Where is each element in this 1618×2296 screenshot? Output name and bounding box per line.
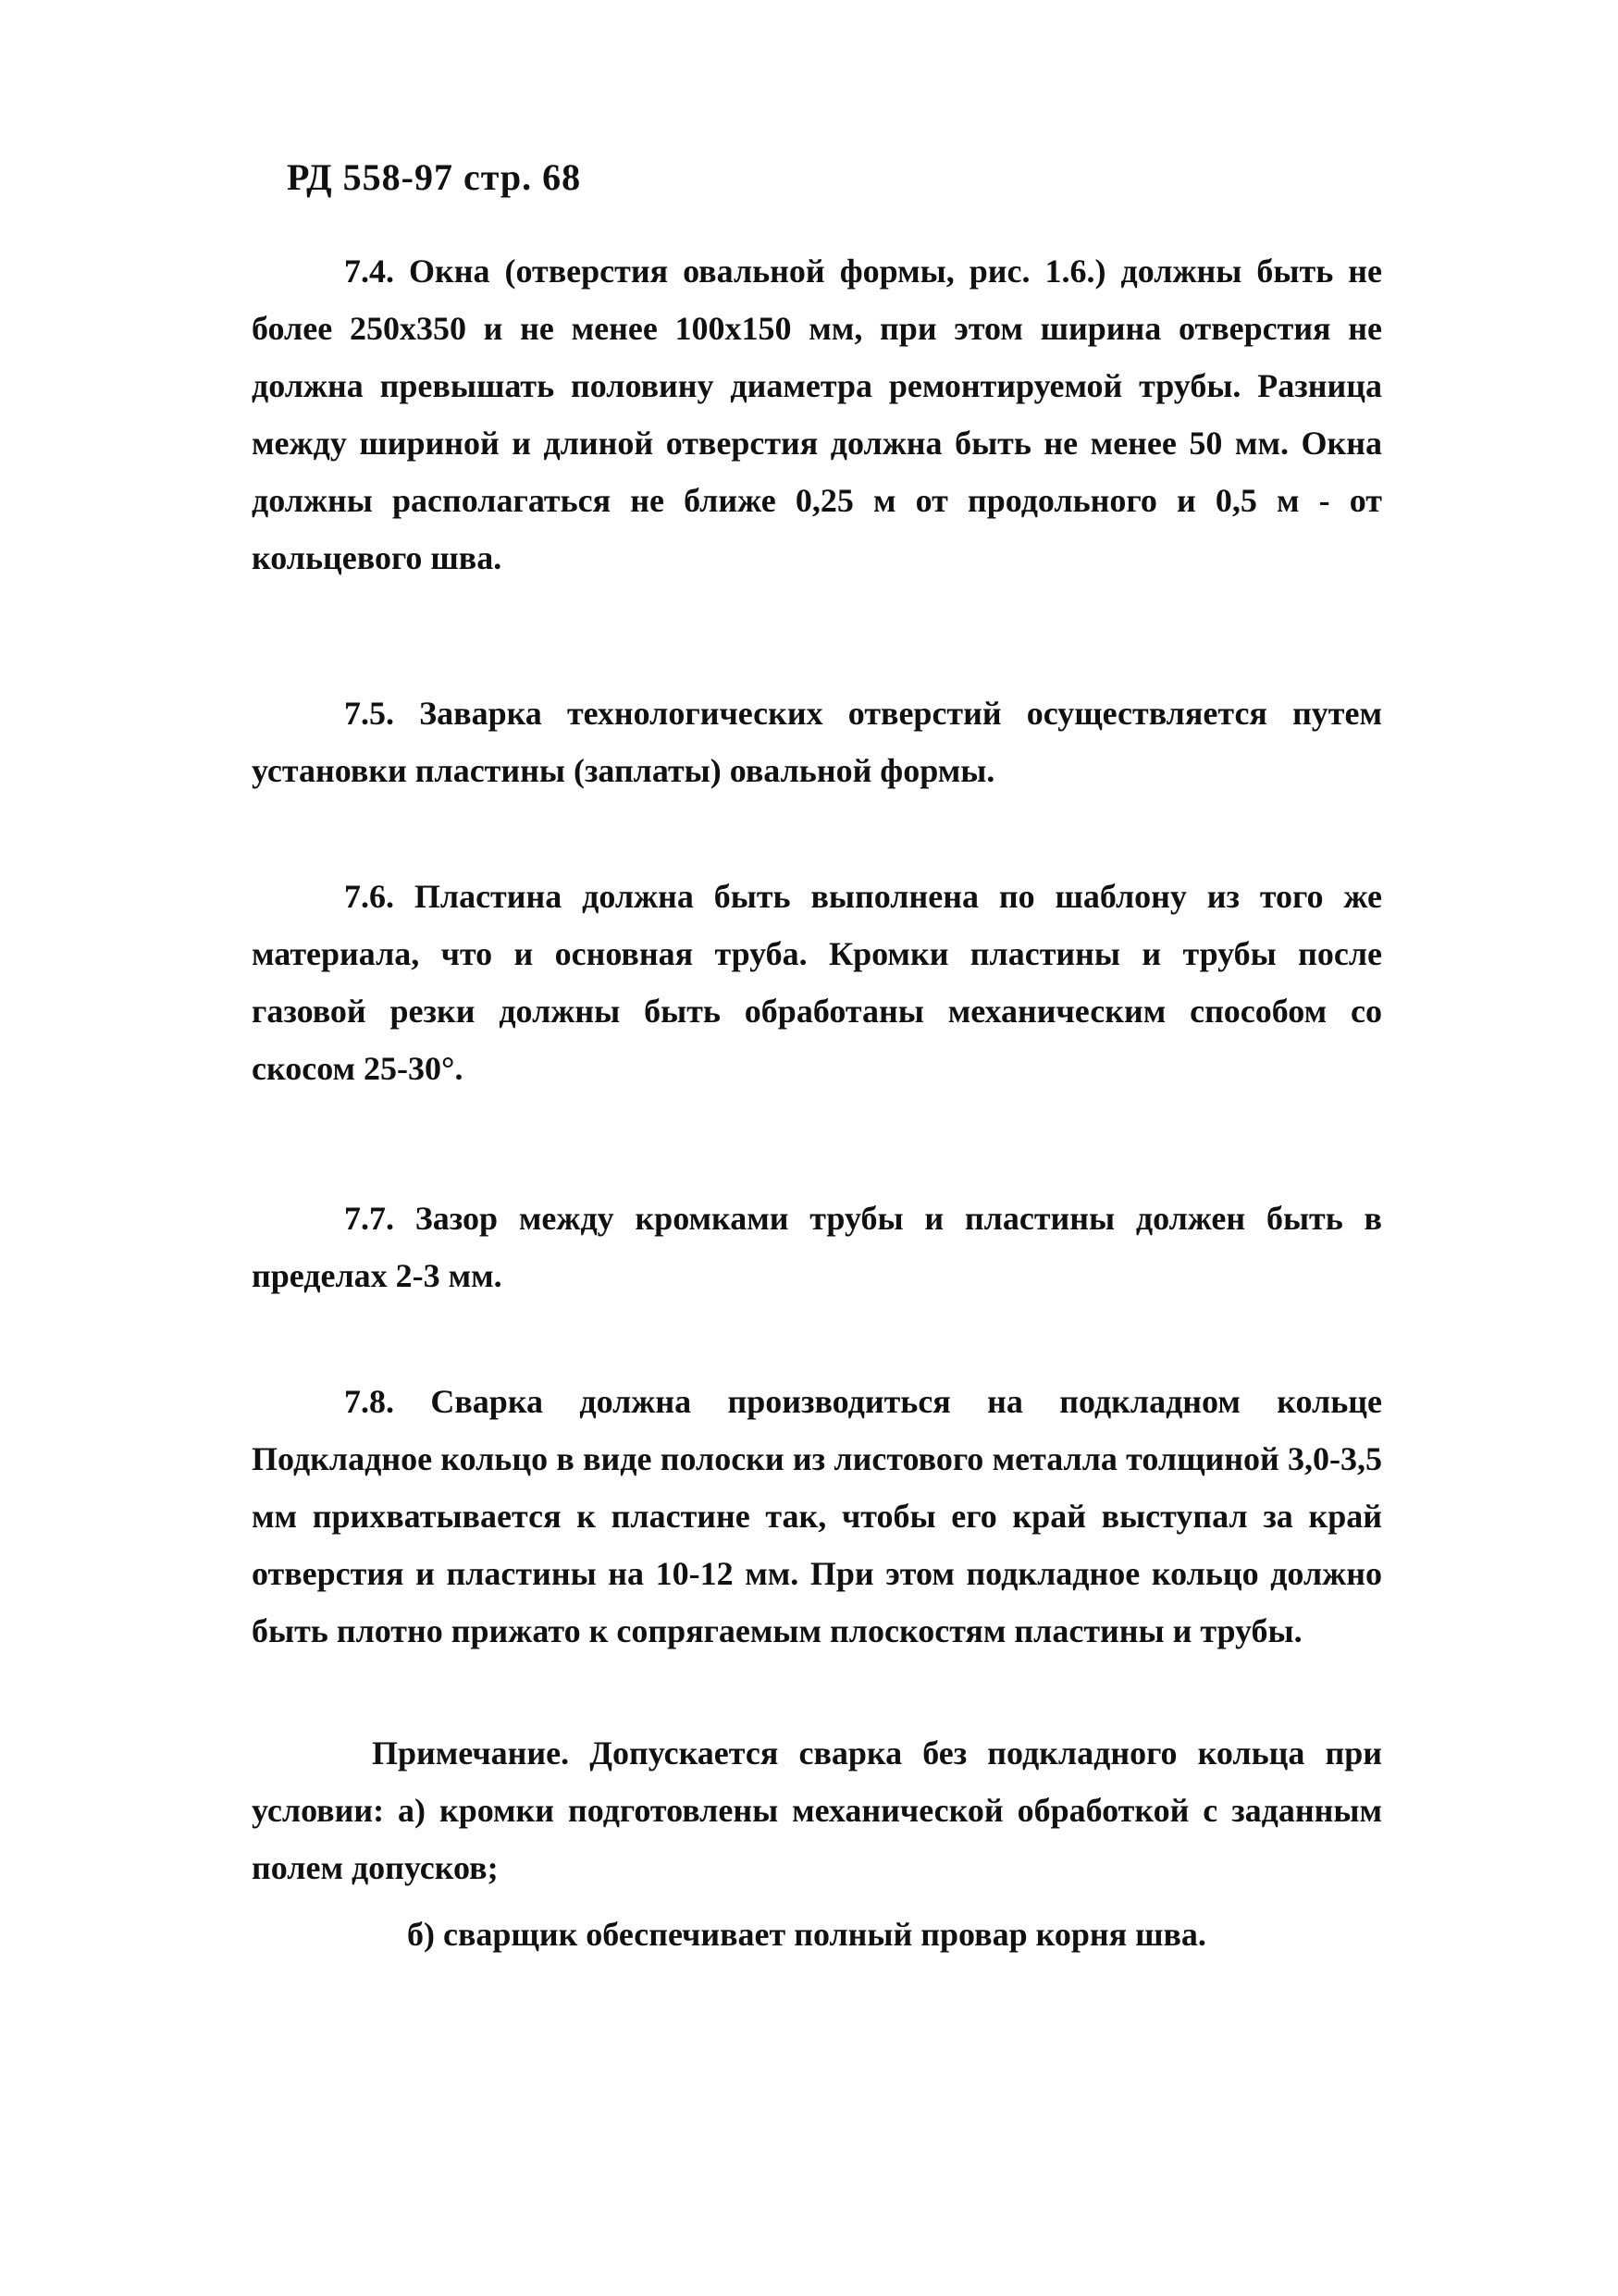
paragraph-7-4: 7.4. Окна (отверстия овальной формы, рис. 1.6.) должны быть не более 250х350 и не менее 100х150 мм, при этом ширина отверстия не должна превышать половину диаметра ремонтируемой трубы. Разница между шириной и длиной отверстия должна быть не менее 50 мм. Окна должны располагаться не ближе 0,25 м от продольного и 0,5 м - от кольцевого шва. <box>252 253 1382 576</box>
paragraph-7-8: 7.8. Сварка должна производиться на подкладном кольце Подкладное кольцо в виде полоски из листового металла толщиной 3,0-3,5 мм прихватывается к пластине так, чтобы его край выступал за край отверстия и пластины на 10-12 мм. При этом подкладное кольцо должно быть плотно прижато к сопрягаемым плоскостям пластины и трубы. <box>252 1383 1382 1649</box>
note-item-b: б) сварщик обеспечивает полный провар корня шва. <box>407 1916 1206 1953</box>
page-header: РД 558-97 стр. 68 <box>287 156 582 198</box>
note-paragraph: Примечание. Допускается сварка без подкладного кольца при условии: а) кромки подготовлены механической обработкой с заданным полем допусков; <box>252 1734 1382 1886</box>
paragraph-7-5: 7.5. Заварка технологических отверстий осуществляется путем установки пластины (заплаты) овальной формы. <box>252 695 1382 789</box>
paragraph-7-7: 7.7. Зазор между кромками трубы и пластины должен быть в пределах 2-3 мм. <box>252 1200 1382 1294</box>
paragraph-7-6: 7.6. Пластина должна быть выполнена по шаблону из того же материала, что и основная труба. Кромки пластины и трубы после газовой резки должны быть обработаны механическим способом со скосом 25-30°. <box>252 878 1382 1087</box>
